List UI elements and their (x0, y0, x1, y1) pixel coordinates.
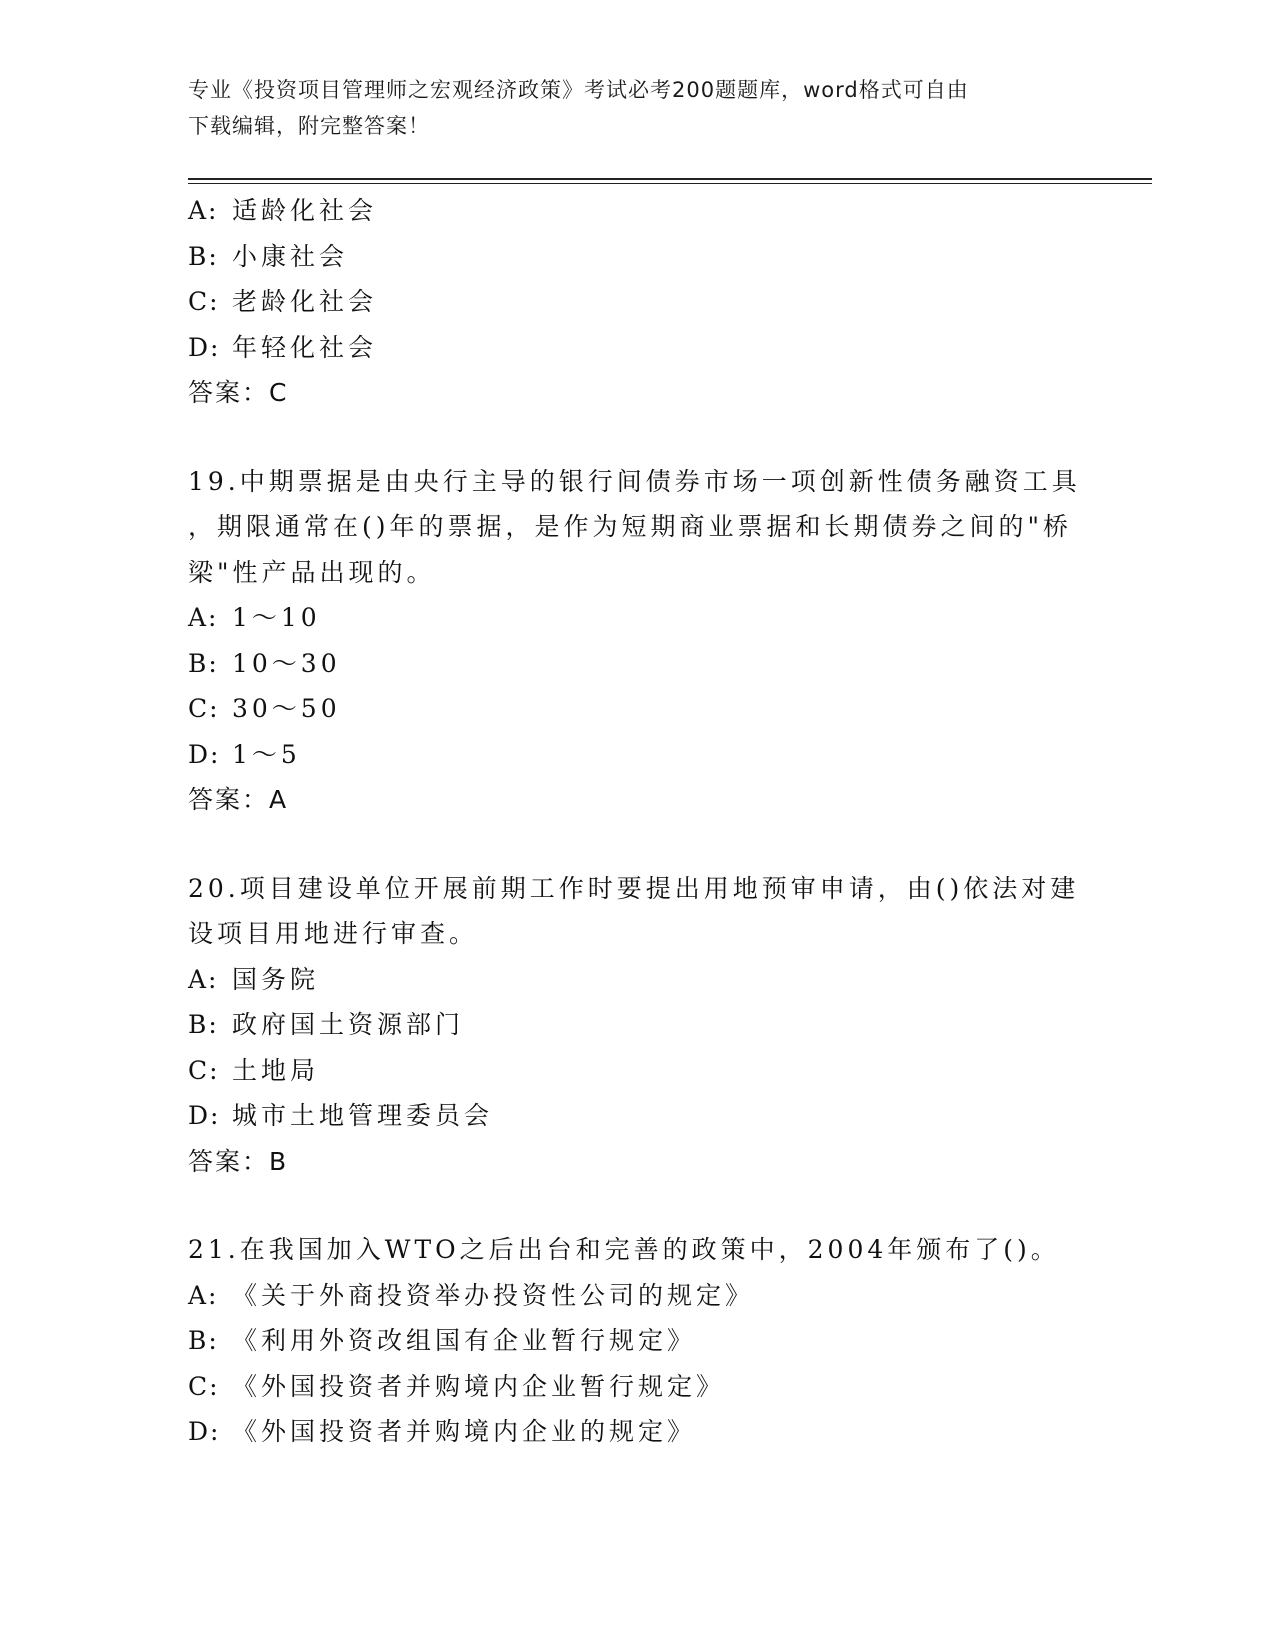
answer-line: 答案：B (188, 1146, 289, 1176)
option-key: D: (188, 1101, 221, 1130)
option-text: 政府国土资源部门 (232, 1010, 465, 1039)
option-c (188, 686, 1088, 732)
option-a (188, 1273, 1088, 1319)
question-list (188, 188, 1088, 1455)
option-text: 《外国投资者并购境内企业的规定》 (232, 1417, 697, 1446)
option-key: D: (188, 332, 221, 362)
option-b (188, 1318, 1088, 1364)
option-text: 《利用外资改组国有企业暂行规定》 (232, 1326, 697, 1355)
option-text: 国务院 (232, 964, 320, 994)
option-d (188, 325, 1088, 371)
question-19 (188, 459, 1088, 823)
option-c (188, 1048, 1088, 1094)
header-divider-thick (188, 178, 1152, 180)
spacer (188, 416, 1088, 459)
option-text: 《外国投资者并购境内企业暂行规定》 (232, 1371, 726, 1401)
option-d (188, 1409, 1088, 1455)
option-key: A: (188, 1280, 219, 1310)
option-text: 城市土地管理委员会 (232, 1101, 494, 1130)
option-a (188, 595, 1088, 641)
option-text: 老龄化社会 (232, 287, 378, 316)
option-text: 10～30 (232, 648, 341, 678)
option-text: 30～50 (232, 694, 341, 723)
option-key: B: (188, 1010, 219, 1039)
option-key: B: (188, 1326, 219, 1355)
header-line-2: 下载编辑，附完整答案！ (188, 114, 430, 138)
question-20 (188, 866, 1088, 1185)
spacer (188, 823, 1088, 866)
answer-line: 答案：C (188, 378, 289, 407)
option-b (188, 234, 1088, 280)
question-21 (188, 1227, 1088, 1455)
option-text: 年轻化社会 (232, 332, 378, 362)
option-a (188, 957, 1088, 1003)
header-line-1: 专业《投资项目管理师之宏观经济政策》考试必考200题题库，word格式可自由 (188, 78, 969, 102)
option-key: B: (188, 241, 219, 271)
option-key: C: (188, 1371, 220, 1401)
option-key: C: (188, 694, 220, 723)
question-stem: 21.在我国加入WTO之后出台和完善的政策中，2004年颁布了()。 (188, 1235, 1060, 1264)
option-key: B: (188, 648, 219, 678)
option-text: 1～10 (232, 603, 321, 632)
option-b (188, 1002, 1088, 1048)
option-key: A: (188, 196, 219, 225)
option-b (188, 641, 1088, 687)
option-key: A: (188, 964, 219, 994)
option-text: 小康社会 (232, 241, 349, 271)
header-divider-thin (188, 183, 1152, 184)
option-d (188, 1093, 1088, 1139)
document-header (188, 72, 1088, 144)
question-stem: 19.中期票据是由央行主导的银行间债券市场一项创新性债务融资工具 ，期限通常在()年的票据，是作为短期商业票据和长期债券之间的"桥 梁"性产品出现的。 (188, 466, 1081, 587)
answer-line: 答案：A (188, 785, 289, 814)
option-text: 《关于外商投资举办投资性公司的规定》 (232, 1280, 755, 1310)
option-a (188, 188, 1088, 234)
option-key: D: (188, 739, 221, 769)
option-text: 土地局 (232, 1055, 320, 1085)
option-text: 1～5 (232, 739, 301, 769)
option-key: D: (188, 1417, 221, 1446)
question-stem: 20.项目建设单位开展前期工作时要提出用地预审申请，由()依法对建 设项目用地进行审查。 (188, 873, 1080, 948)
option-d (188, 732, 1088, 778)
option-text: 适龄化社会 (232, 196, 378, 225)
option-c (188, 279, 1088, 325)
spacer (188, 1184, 1088, 1227)
option-key: A: (188, 603, 219, 632)
question-18 (188, 188, 1088, 416)
option-key: C: (188, 287, 220, 316)
option-key: C: (188, 1055, 220, 1085)
option-c (188, 1364, 1088, 1410)
